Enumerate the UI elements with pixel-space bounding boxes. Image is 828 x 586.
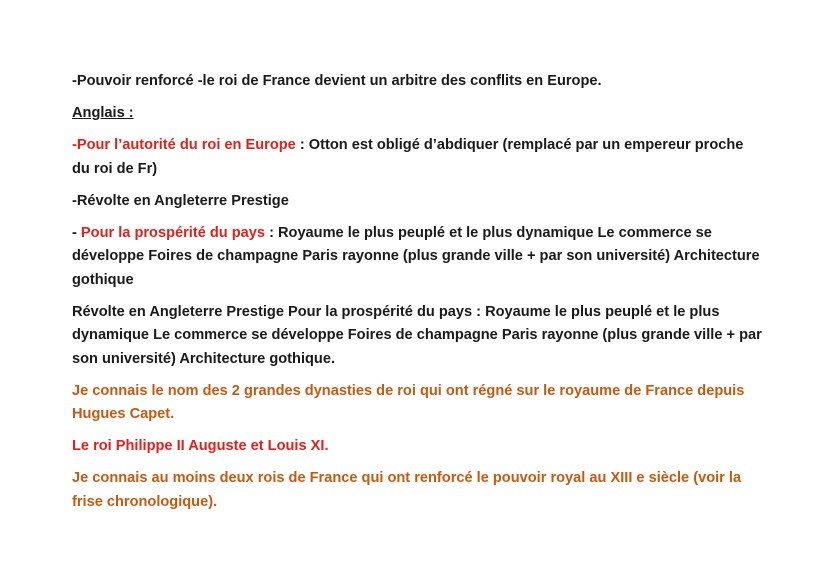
paragraph-revolte-angleterre: -Révolte en Angleterre Prestige [72, 192, 289, 209]
dash-prefix: - [72, 224, 81, 241]
paragraph-pouvoir-renforce: -Pouvoir renforcé -le roi de France devient un arbitre des conflits en Europe. [72, 73, 602, 89]
highlight-prosperite: Pour la prospérité du pays [80, 224, 266, 241]
answer-rois: Le roi Philippe II Auguste et Louis XI. [72, 438, 329, 454]
paragraph-resume: Révolte en Angleterre Prestige Pour la prospérité du pays : Royaume le plus peuplé et le plus dynamique Le commerce se développe Foires de champagne Paris rayonne (plus grande ville + par son université) Architecture gothique. [72, 303, 762, 367]
objective-rois-xiii: Je connais au moins deux rois de France qui ont renforcé le pouvoir royal au XIII e siècle (voir la frise chronologique). [72, 470, 742, 510]
text-royaume-peuple: : Royaume le plus peuplé et le plus dynamique Le commerce se développe Foires de champagne Paris rayonne (plus grande ville + par son université) Architecture gothique [72, 224, 760, 288]
text-otton-abdique: : Otton est obligé d’abdiquer (remplacé par un empereur proche du roi de Fr) [72, 137, 744, 177]
paragraph-prosperite-pays [72, 222, 762, 293]
document-body [72, 70, 762, 523]
highlight-autorite-roi: -Pour l’autorité du roi en Europe [72, 137, 296, 153]
objective-dynasties: Je connais le nom des 2 grandes dynasties de roi qui ont régné sur le royaume de France depuis Hugues Capet. [72, 382, 745, 422]
heading-anglais: Anglais : [72, 105, 134, 121]
paragraph-autorite-roi [72, 134, 762, 181]
